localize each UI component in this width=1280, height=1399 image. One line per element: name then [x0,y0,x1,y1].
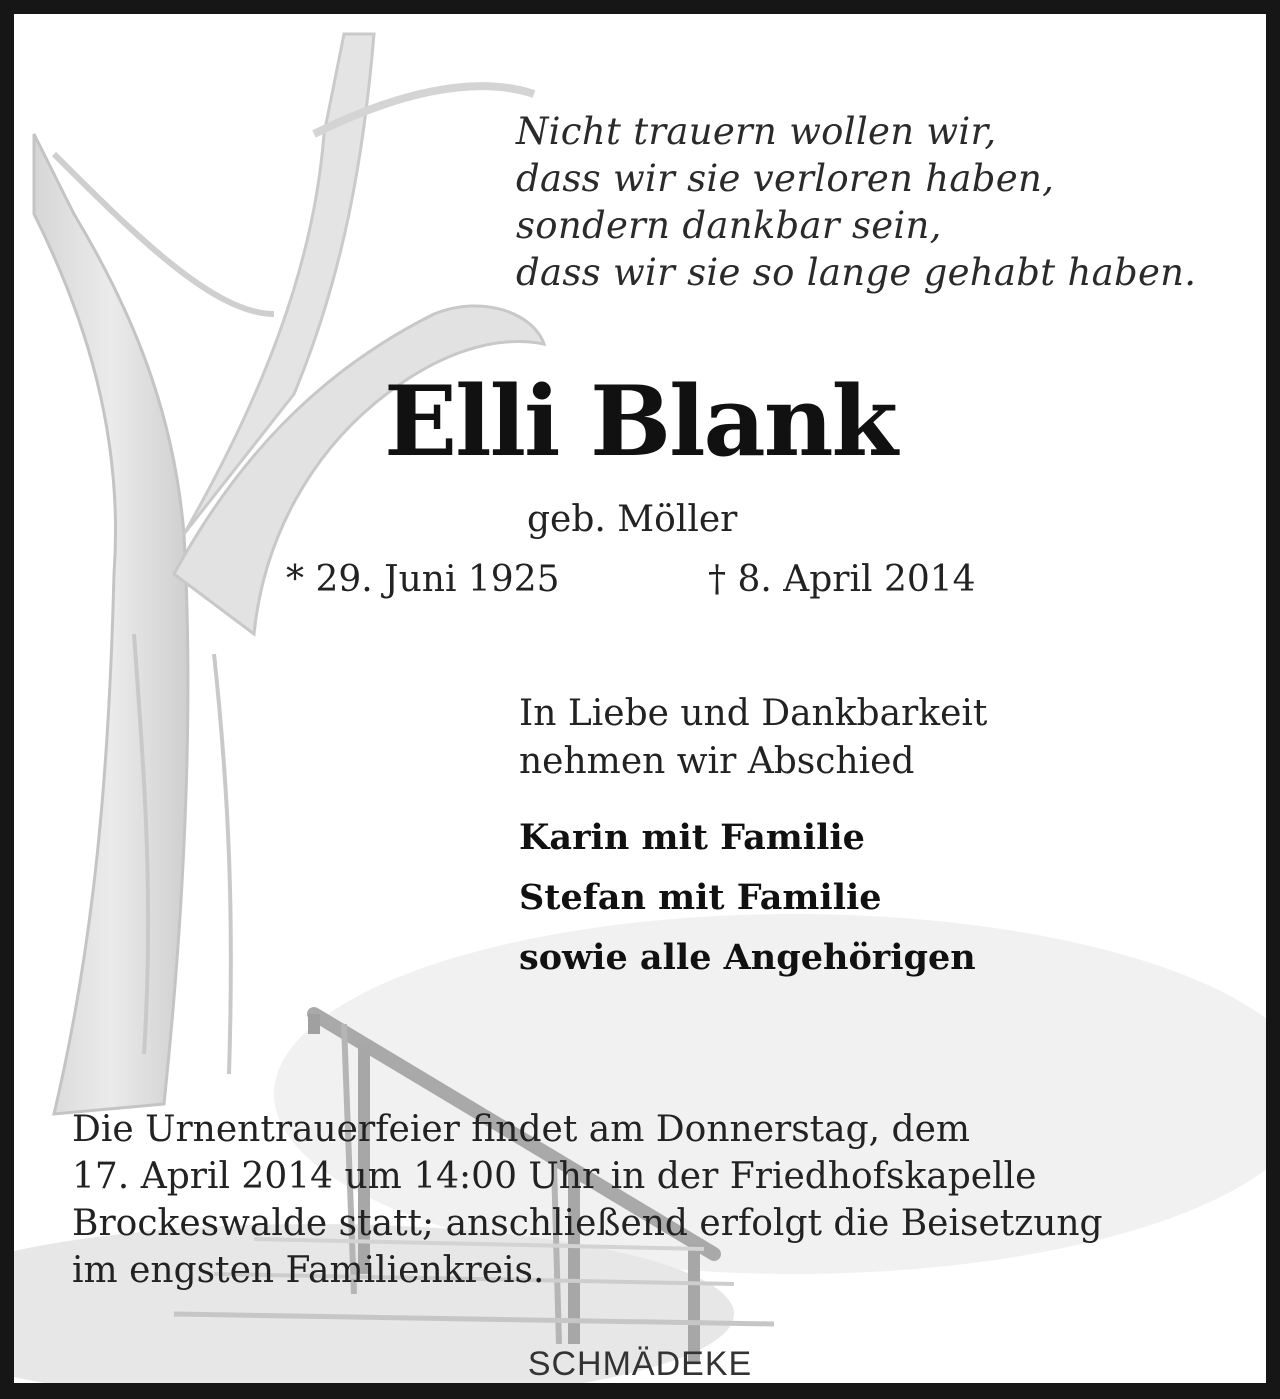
funeral-home-subtitle: BESTATTUNGEN [540,1385,748,1399]
funeral-home-name: SCHMÄDEKE [527,1345,753,1383]
ceremony-line: Die Urnentrauerfeier findet am Donnerstag, dem [72,1109,971,1150]
funeral-home-logo [490,1346,790,1399]
motto-line: dass wir sie so lange gehabt haben. [516,251,1197,294]
motto-line: dass wir sie verloren haben, [516,157,1055,200]
farewell-text [519,690,987,786]
ceremony-line: im engsten Familienkreis. [72,1250,545,1291]
ceremony-line: Brockeswalde statt; anschließend erfolgt die Beisetzung [72,1203,1103,1244]
motto-line: sondern dankbar sein, [516,204,942,247]
farewell-line: nehmen wir Abschied [519,741,915,782]
ceremony-line: 17. April 2014 um 14:00 Uhr in der Friedhofskapelle [72,1156,1037,1197]
maiden-name: geb. Möller [527,499,738,540]
motto-quote [516,108,1236,296]
deceased-name: Elli Blank [383,365,897,478]
death-date: † 8. April 2014 [708,559,976,600]
motto-line: Nicht trauern wollen wir, [516,110,997,153]
mourner-entry: sowie alle Angehörigen [519,937,976,978]
birth-date: * 29. Juni 1925 [286,559,560,600]
mourners-list [519,808,976,988]
logo-divider [490,1383,790,1385]
ceremony-notice [72,1106,1208,1294]
farewell-line: In Liebe und Dankbarkeit [519,693,988,734]
mourner-entry: Stefan mit Familie [519,877,882,918]
mourner-entry: Karin mit Familie [519,817,865,858]
